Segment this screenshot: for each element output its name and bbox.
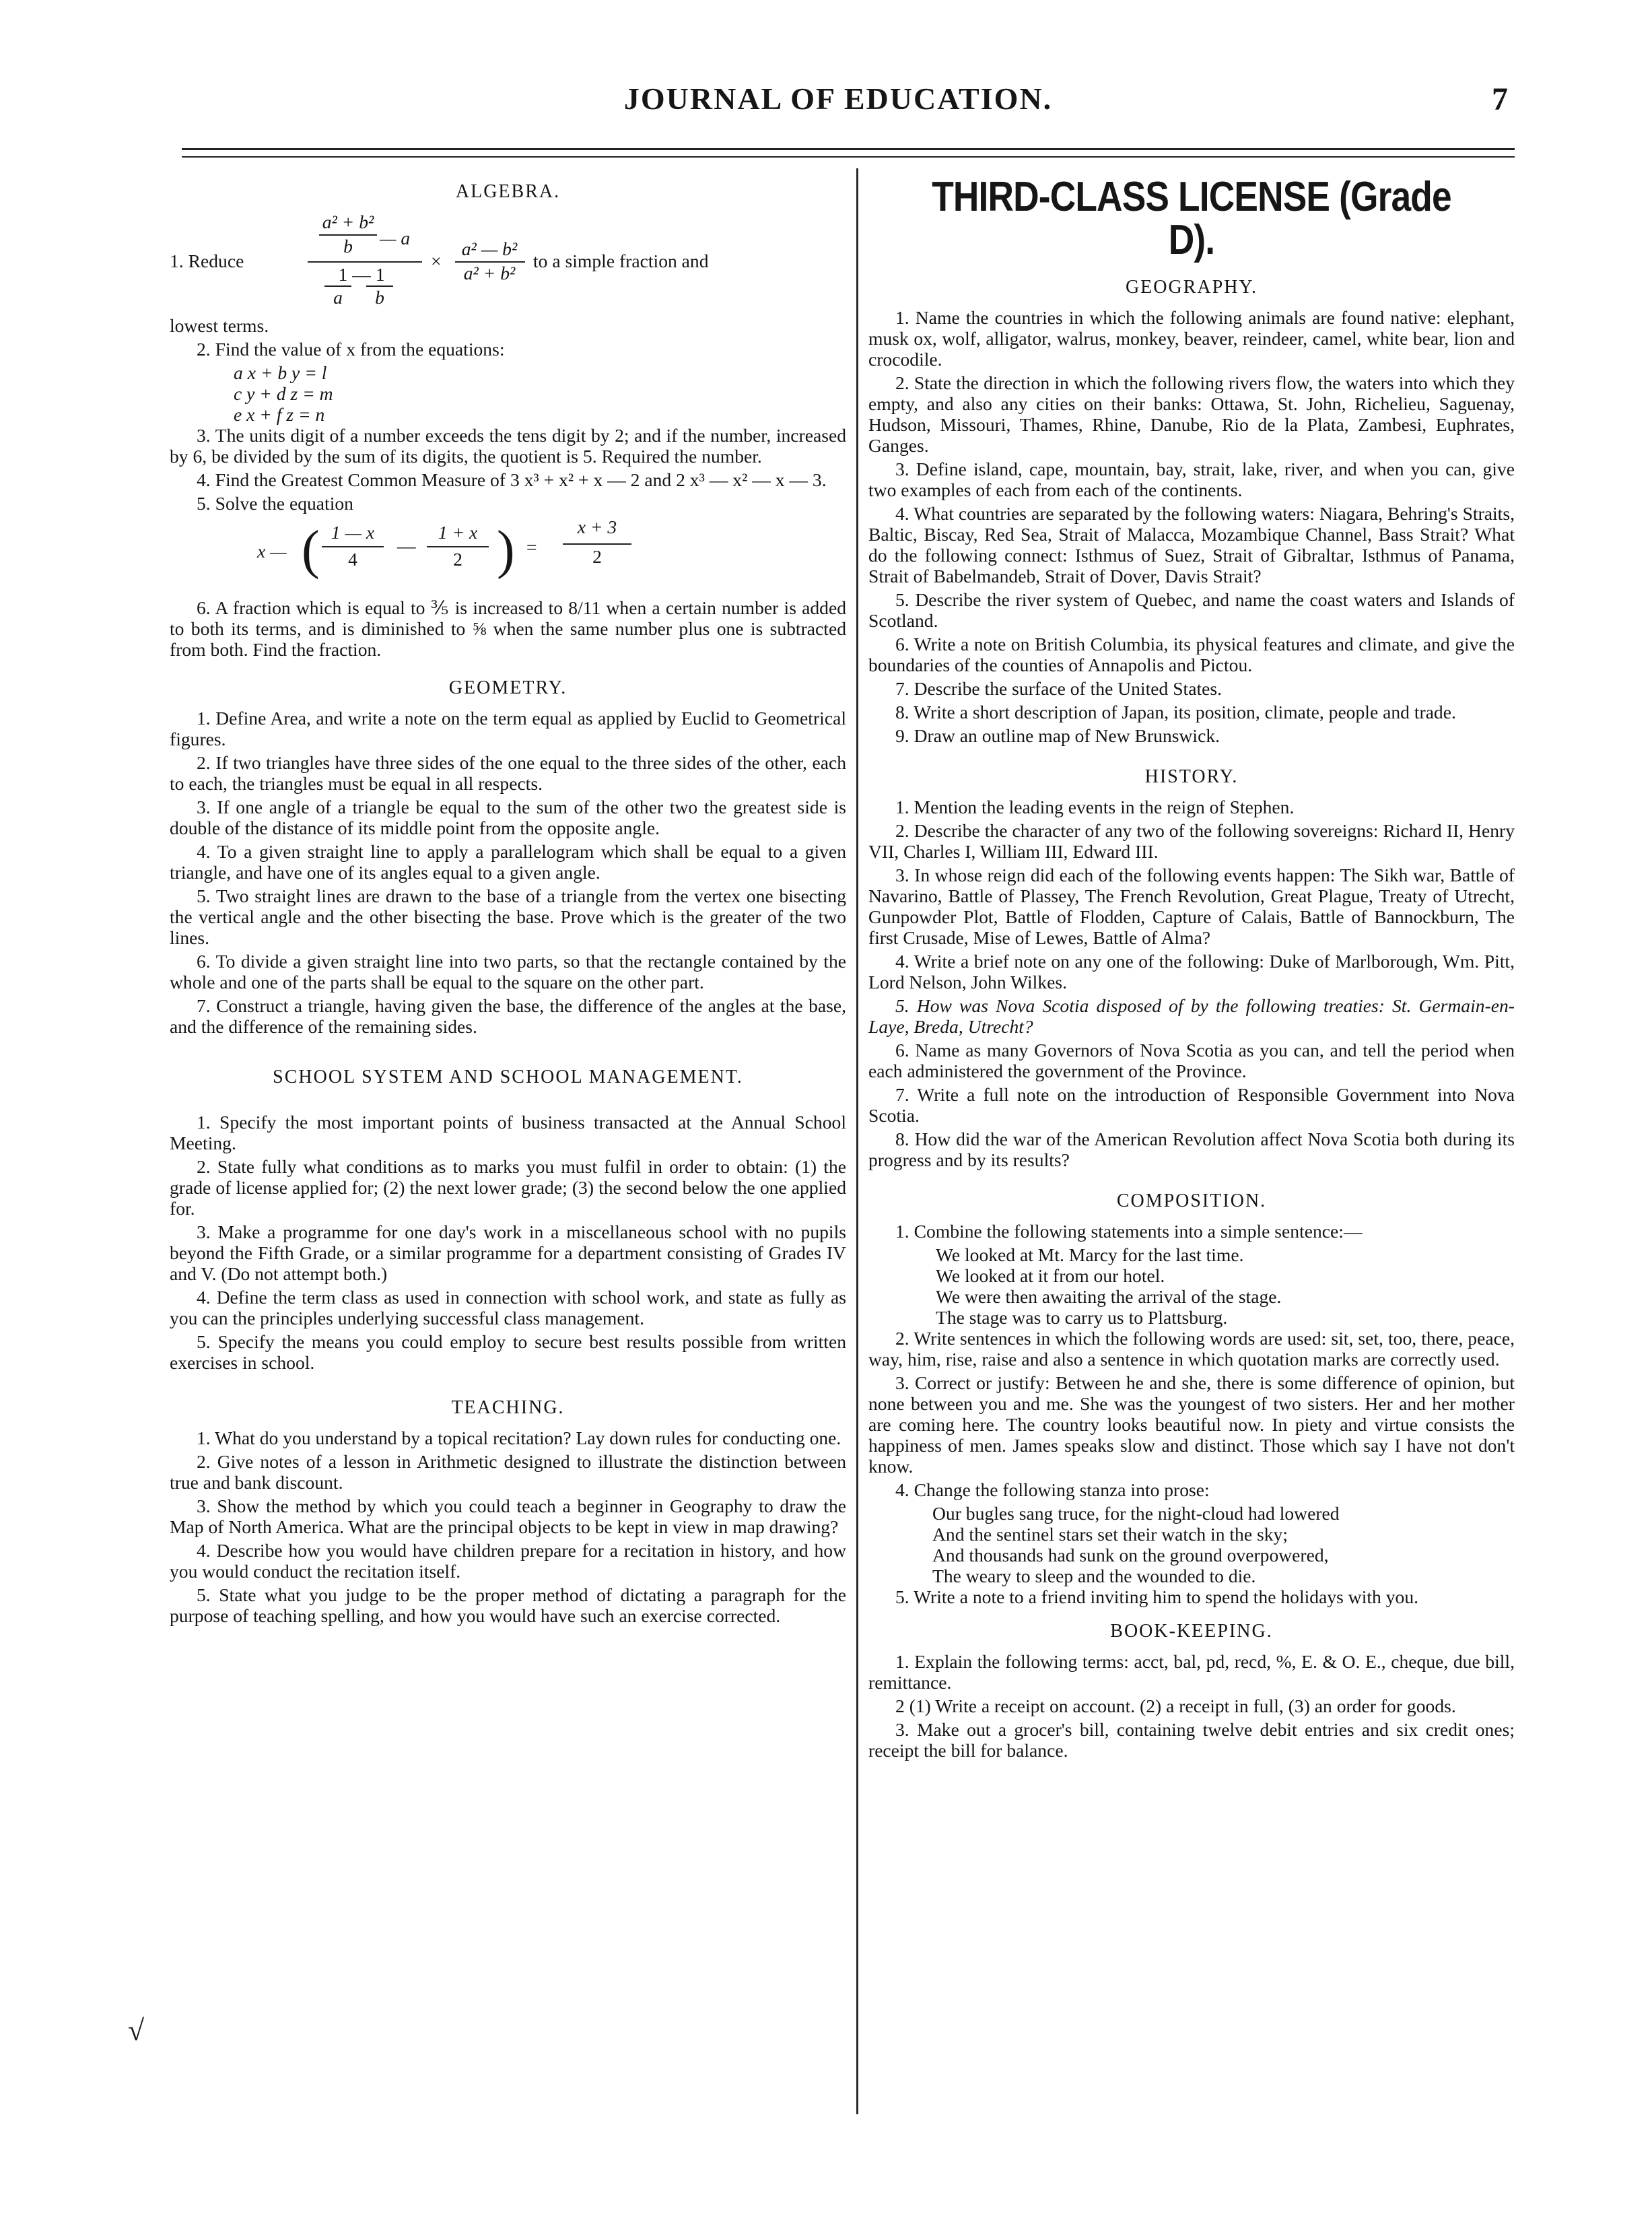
license-title: THIRD-CLASS LICENSE (Grade D). xyxy=(932,174,1451,263)
geography-item: 2. State the direction in which the following rivers flow, the waters into which they empty, and also any cities on their banks: Ottawa, St. John, Richelieu, Saguenay, Hudson, Missouri, Thames, Rhine, Danube, Rio de la Plata, Zambesi, Euphrates, Ganges. xyxy=(868,372,1515,456)
algebra-q2-eq: c y + d z = m xyxy=(234,383,333,404)
column-divider xyxy=(856,168,858,2114)
algebra-q2: 2. Find the value of x from the equations: xyxy=(197,339,505,360)
geography-item: 8. Write a short description of Japan, its position, climate, people and trade. xyxy=(895,702,1456,722)
algebra-q5: 5. Solve the equation xyxy=(197,493,353,514)
geometry-item: 5. Two straight lines are drawn to the base of a triangle from the vertex one bisecting the vertical angle and the other bisecting the base. Prove which is the greater of the two lines. xyxy=(170,885,846,948)
q1-num-bot: b xyxy=(343,236,353,257)
history-item: 7. Write a full note on the introduction of Responsible Government into Nova Scotia. xyxy=(868,1084,1515,1126)
q5-c-num: x + 3 xyxy=(577,516,617,537)
school-system-item: 1. Specify the most important points of business transacted at the Annual School Meeting. xyxy=(170,1112,846,1153)
header-rule xyxy=(182,148,1515,150)
composition-q3: 3. Correct or justify: Between he and she, there is some difference of opinion, but none between you and me. She was the youngest of two sisters. Her and her mother are coming here. The country looks beautiful now. In piety and virtue consists the happiness of men. James speaks slow and distinct. Those which say I have not don't know. xyxy=(868,1372,1515,1477)
q1-right-den: a² + b² xyxy=(463,263,516,283)
algebra-q6: 6. A fraction which is equal to ⅗ is increased to 8/11 when a certain number is added to both its terms, and is diminished to ⅝ when the same number plus one is subtracted from both. Find the fraction. xyxy=(170,597,846,660)
school-system-item: 3. Make a programme for one day's work in a miscellaneous school with no pupils beyond the Fifth Grade, or a similar programme for a department consisting of Grades IV and V. (Do not attempt both.) xyxy=(170,1221,846,1284)
school-system-item: 2. State fully what conditions as to marks you must fulfil in order to obtain: (1) the grade of license applied for; (2) the next lower grade; (3) the second below the one applied for. xyxy=(170,1156,846,1219)
q1-num-top: a² + b² xyxy=(322,211,374,232)
algebra-q4: 4. Find the Greatest Common Measure of 3 x³ + x² + x — 2 and 2 x³ — x² — x — 3. xyxy=(197,469,827,490)
teaching-item: 1. What do you understand by a topical recitation? Lay down rules for conducting one. xyxy=(197,1427,841,1448)
q1-den-a: a xyxy=(333,287,343,308)
q5-paren-left: ( xyxy=(302,520,320,580)
algebra-q2-eq: e x + f z = n xyxy=(234,404,325,425)
section-title-teaching: TEACHING. xyxy=(451,1397,565,1418)
q5-equals: = xyxy=(526,537,537,558)
geography-item: 6. Write a note on British Columbia, its physical features and climate, and give the boundaries of the counties of Annapolis and Pictou. xyxy=(868,634,1515,675)
teaching-item: 5. State what you judge to be the proper method of dictating a paragraph for the purpose of teaching spelling, and how you would have such an exercise corrected. xyxy=(170,1584,846,1626)
geography-item: 5. Describe the river system of Quebec, and name the coast waters and Islands of Scotland. xyxy=(868,589,1515,631)
composition-statement: We were then awaiting the arrival of the stage. xyxy=(936,1286,1282,1307)
q1-times: × xyxy=(431,250,442,271)
q5-a-num: 1 — x xyxy=(331,522,375,543)
composition-statement: We looked at Mt. Marcy for the last time. xyxy=(936,1244,1244,1265)
algebra-q1-cont: lowest terms. xyxy=(170,315,269,336)
page-number: 7 xyxy=(1492,81,1508,117)
geography-item: 3. Define island, cape, mountain, bay, strait, lake, river, and when you can, give two examples of each from each of the continents. xyxy=(868,459,1515,500)
geometry-item: 3. If one angle of a triangle be equal to the sum of the other two the greatest side is double of the distance of its middle point from the opposite angle. xyxy=(170,797,846,838)
section-title-bookkeeping: BOOK-KEEPING. xyxy=(1110,1621,1273,1642)
bookkeeping-item: 1. Explain the following terms: acct, bal, pd, recd, %, E. & O. E., cheque, due bill, remittance. xyxy=(868,1651,1515,1693)
q5-paren-right: ) xyxy=(497,520,515,580)
left-column xyxy=(170,172,846,1629)
q5-c-line xyxy=(563,543,631,545)
history-item: 2. Describe the character of any two of the following sovereigns: Richard II, Henry VII, Charles I, William III, Edward III. xyxy=(868,820,1515,862)
section-title-school-system: SCHOOL SYSTEM AND SCHOOL MANAGEMENT. xyxy=(273,1067,743,1087)
q1-suffix: to a simple fraction and xyxy=(533,250,709,271)
stanza-line: Our bugles sang truce, for the night-cloud had lowered xyxy=(932,1503,1340,1524)
q1-minus-a: — a xyxy=(380,228,411,248)
geography-item: 7. Describe the surface of the United States. xyxy=(895,678,1223,699)
geometry-item: 6. To divide a given straight line into two parts, so that the rectangle contained by the whole and one of the parts shall be equal to the square on the other part. xyxy=(170,951,846,992)
journal-title: JOURNAL OF EDUCATION. xyxy=(623,81,1053,116)
q1-prefix: 1. Reduce xyxy=(170,250,244,271)
composition-q4: 4. Change the following stanza into prose: xyxy=(895,1479,1210,1500)
q5-b-line xyxy=(427,546,489,547)
section-title-geography: GEOGRAPHY. xyxy=(1125,277,1258,298)
geography-item: 4. What countries are separated by the following waters: Niagara, Behring's Straits, Baltic, Biscay, Red Sea, Strait of Malacca, Mozambique Channel, Bass Strait? What do the following connect: Isthmus of Suez, Strait of Gibraltar, Isthmus of Panama, Strait of Babelmandeb, Strait of Dover, Davis Strait? xyxy=(868,503,1515,586)
geometry-item: 2. If two triangles have three sides of the one equal to the three sides of the other, each to each, the triangles must be equal in all respects. xyxy=(170,752,846,794)
q5-b-num: 1 + x xyxy=(438,522,478,543)
algebra-q1-expression xyxy=(170,211,846,312)
q5-a-den: 4 xyxy=(348,549,357,570)
header-rule-thin xyxy=(182,156,1515,158)
section-title-history: HISTORY. xyxy=(1144,766,1239,787)
page-header xyxy=(168,81,1508,135)
bookkeeping-item: 2 (1) Write a receipt on account. (2) a receipt in full, (3) an order for goods. xyxy=(895,1695,1456,1716)
q5-b-den: 2 xyxy=(453,549,462,570)
q1-right-num: a² — b² xyxy=(461,238,518,259)
geography-item: 1. Name the countries in which the following animals are found native: elephant, musk ox, wolf, alligator, walrus, monkey, beaver, reindeer, camel, white bear, lion and crocodile. xyxy=(868,307,1515,370)
teaching-item: 2. Give notes of a lesson in Arithmetic designed to illustrate the distinction between true and bank discount. xyxy=(170,1451,846,1493)
history-item: 8. How did the war of the American Revolution affect Nova Scotia both during its progress and by its results? xyxy=(868,1129,1515,1170)
history-item: 5. How was Nova Scotia disposed of by the following treaties: St. Germain-en-Laye, Breda, Utrecht? xyxy=(868,995,1515,1037)
bookkeeping-item: 3. Make out a grocer's bill, containing twelve debit entries and six credit ones; receipt the bill for balance. xyxy=(868,1719,1515,1761)
stanza-line: And the sentinel stars set their watch in the sky; xyxy=(932,1524,1288,1545)
composition-q1: 1. Combine the following statements into a simple sentence:— xyxy=(895,1221,1363,1242)
history-item: 4. Write a brief note on any one of the following: Duke of Marlborough, Wm. Pitt, Lord Nelson, John Wilkes. xyxy=(868,951,1515,992)
history-item: 6. Name as many Governors of Nova Scotia as you can, and tell the period when each administered the government of the Province. xyxy=(868,1040,1515,1081)
composition-q2: 2. Write sentences in which the following words are used: sit, set, too, there, peace, way, him, rise, raise and also a sentence in which quotation marks are correctly used. xyxy=(868,1328,1515,1370)
q1-den: 1 — 1 xyxy=(338,264,385,285)
composition-statement: The stage was to carry us to Plattsburg. xyxy=(936,1307,1228,1328)
school-system-item: 4. Define the term class as used in connection with school work, and state as fully as you can the principles underlying successful class management. xyxy=(170,1287,846,1328)
q1-main-line xyxy=(308,261,422,263)
stanza-line: The weary to sleep and the wounded to die. xyxy=(932,1566,1256,1586)
section-title-algebra: ALGEBRA. xyxy=(455,181,561,202)
teaching-item: 4. Describe how you would have children prepare for a recitation in history, and how you would conduct the recitation itself. xyxy=(170,1540,846,1582)
geometry-item: 7. Construct a triangle, having given the base, the difference of the angles at the base, and the difference of the remaining sides. xyxy=(170,995,846,1037)
composition-statement: We looked at it from our hotel. xyxy=(936,1265,1165,1286)
right-column xyxy=(868,172,1515,1763)
q5-c-den: 2 xyxy=(592,546,602,567)
composition-q5: 5. Write a note to a friend inviting him to spend the holidays with you. xyxy=(895,1586,1419,1607)
section-title-geometry: GEOMETRY. xyxy=(448,677,567,698)
q5-x: x — xyxy=(257,541,287,562)
margin-mark: √ xyxy=(128,2014,145,2047)
history-item: 1. Mention the leading events in the reign of Stephen. xyxy=(895,797,1295,817)
teaching-item: 3. Show the method by which you could teach a beginner in Geography to draw the Map of North America. What are the principal objects to be kept in view in map drawing? xyxy=(170,1495,846,1537)
algebra-q2-eq: a x + b y = l xyxy=(234,362,327,383)
algebra-q3: 3. The units digit of a number exceeds the tens digit by 2; and if the number, increased by 6, be divided by the sum of its digits, the quotient is 5. Required the number. xyxy=(170,425,846,467)
geometry-item: 1. Define Area, and write a note on the term equal as applied by Euclid to Geometrical figures. xyxy=(170,708,846,749)
geography-item: 9. Draw an outline map of New Brunswick. xyxy=(895,725,1220,746)
geometry-item: 4. To a given straight line to apply a parallelogram which shall be equal to a given triangle, and have one of its angles equal to a given angle. xyxy=(170,841,846,883)
school-system-item: 5. Specify the means you could employ to secure best results possible from written exercises in school. xyxy=(170,1331,846,1373)
q1-den-b: b xyxy=(375,287,384,308)
history-item: 3. In whose reign did each of the following events happen: The Sikh war, Battle of Navarino, Battle of Plassey, The French Revolution, Great Plague, Treaty of Utrecht, Gunpowder Plot, Battle of Flodden, Capture of Calais, Battle of Bannockburn, The first Crusade, Mise of Lewes, Battle of Alma? xyxy=(868,865,1515,948)
section-title-composition: COMPOSITION. xyxy=(1116,1190,1267,1211)
stanza-line: And thousands had sunk on the ground overpowered, xyxy=(932,1545,1329,1566)
algebra-q5-equation xyxy=(170,516,846,591)
q5-minus: — xyxy=(397,535,416,556)
q5-a-line xyxy=(322,546,384,547)
